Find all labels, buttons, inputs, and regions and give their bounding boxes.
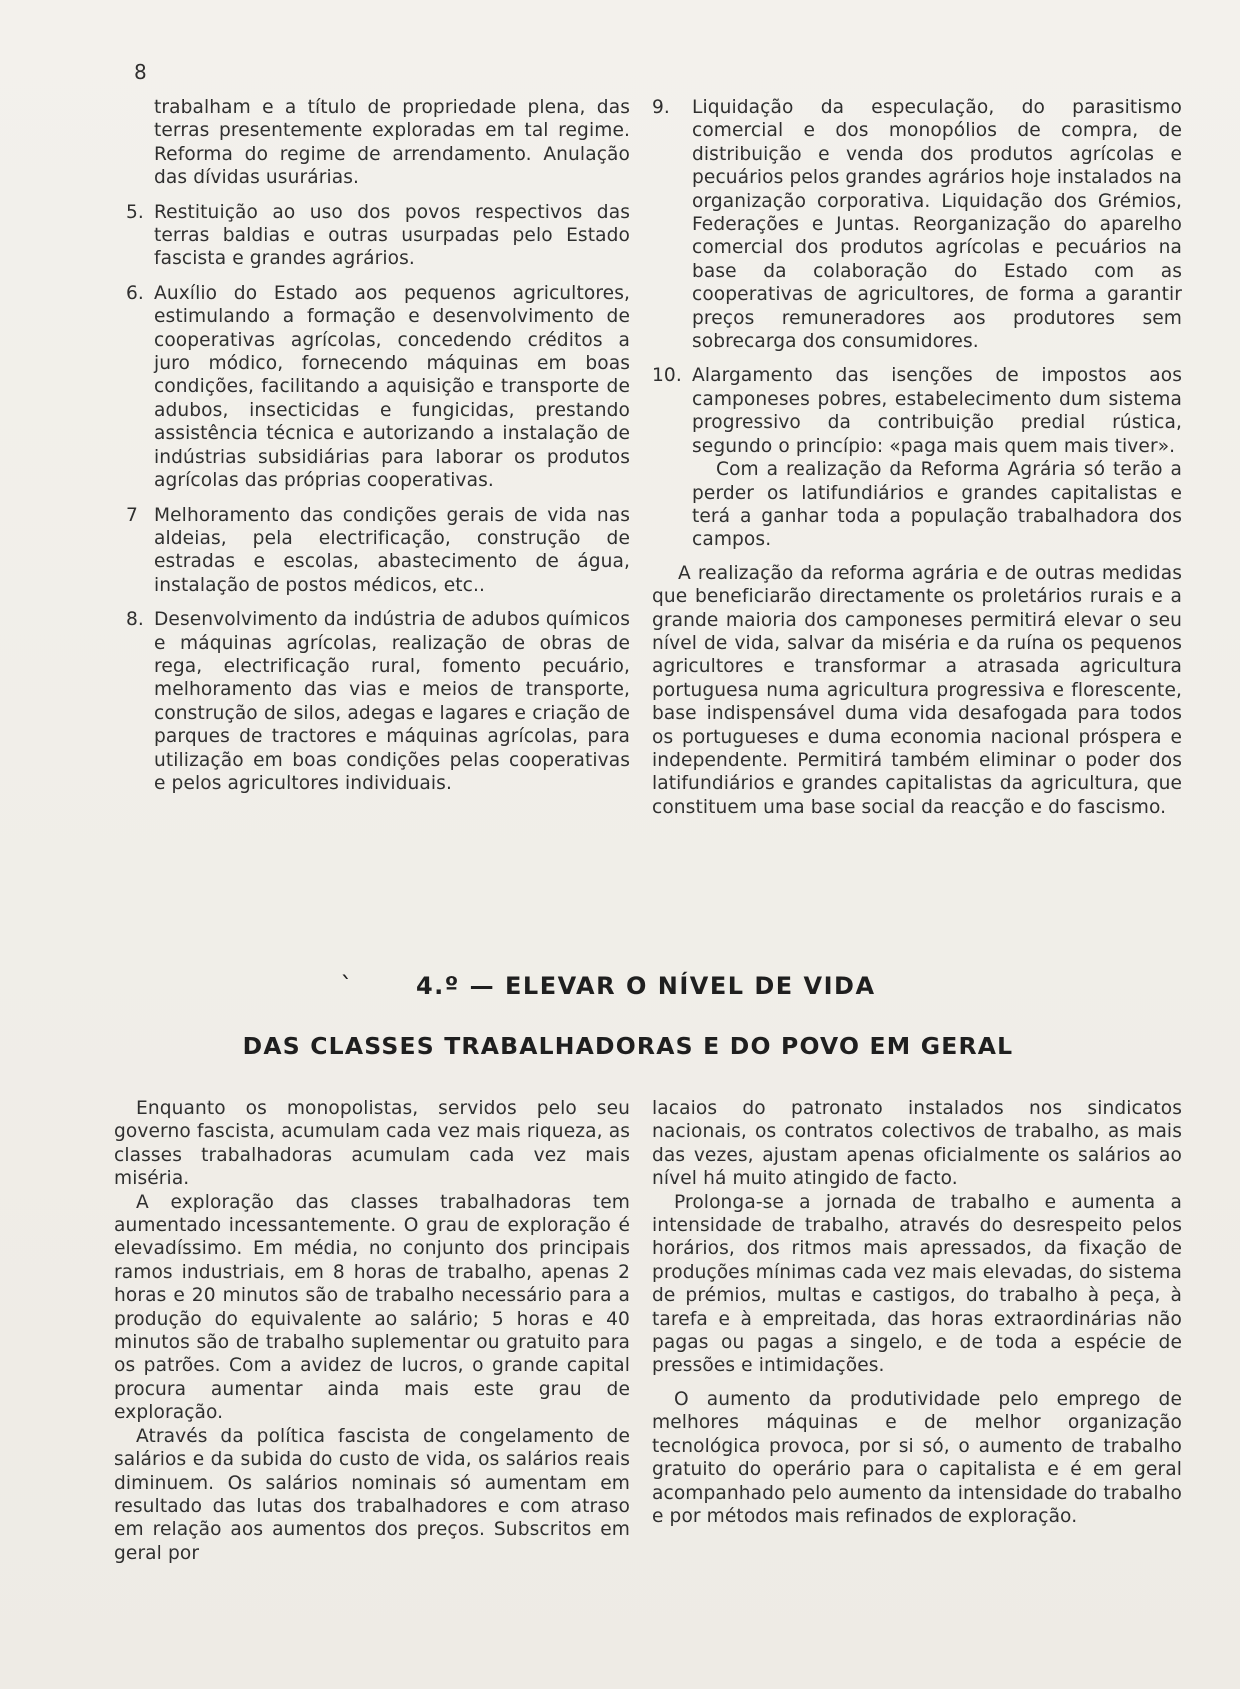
right-bottom-column xyxy=(652,1097,1182,1528)
item-number: 8. xyxy=(126,609,144,631)
stray-mark: ` xyxy=(340,972,354,1000)
item-text: Liquidação da especulação, do parasitismo comercial e dos monopólios de compra, de distribuição e venda dos produtos agrícolas e pecuários pelos grandes agrários hoje instalados na organização corporativa. Liquidação dos Grémios, Federações e Juntas. Reorganização do aparelho comercial dos produtos agrícolas e pecuários na base da colaboração do Estado com as cooperativas de agricultores, de forma a garantir preços remuneradores aos produtores sem sobrecarga dos consumidores. xyxy=(692,97,1182,353)
item-text: Melhoramento das condições gerais de vida nas aldeias, pela electrificação, construção de estradas e escolas, abastecimento de água, instalação de postos médicos, etc.. xyxy=(154,504,630,596)
paragraph: Enquanto os monopolistas, servidos pelo seu governo fascista, acumulam cada vez mais riqueza, as classes trabalhadoras acumulam cada vez mais miséria. xyxy=(114,1098,630,1190)
item-text: Auxílio do Estado aos pequenos agricultores, estimulando a formação e desenvolvimento de cooperativas agrícolas, concedendo créditos a juro módico, fornecendo máquinas em boas condições, facilitando a aquisição e transporte de adubos, insecticidas e fungicidas, prestando assistência técnica e autorizando a instalação de indústrias subsidiárias para laborar os produtos agrícolas das próprias cooperativas. xyxy=(154,282,630,492)
intro-continuation: trabalham e a título de propriedade plena, das terras presentemente exploradas em tal regime. Reforma do regime de arrendamento. Anulação das dívidas usurárias. xyxy=(154,97,630,189)
paragraph: lacaios do patronato instalados nos sindicatos nacionais, os contratos colectivos de trabalho, as mais das vezes, ajustam apenas oficialmente os salários ao nível há muito atingido de facto. xyxy=(652,1098,1182,1190)
paragraph: Prolonga-se a jornada de trabalho e aumenta a intensidade de trabalho, através do desrespeito pelos horários, dos ritmos mais apressados, da fixação de produções mínimas cada vez mais elevadas, do sistema de prémios, multas e castigos, do trabalho à peça, à tarefa e à empreitada, das horas extraordinárias não pagas ou pagas a singelo, e de toda a espécie de pressões e intimidações. xyxy=(652,1191,1182,1377)
list-item-7 xyxy=(126,504,630,598)
heading-text: 4.º — ELEVAR O NÍVEL DE VIDA xyxy=(415,972,876,1000)
item-continuation: Com a realização da Reforma Agrária só terão a perder os latifundiários e grandes capitalistas e terá a ganhar toda a população trabalhadora dos campos. xyxy=(692,459,1182,551)
item-number: 7 xyxy=(126,504,138,526)
item-text: Restituição ao uso dos povos respectivos das terras baldias e outras usurpadas pelo Estado fascista e grandes agrários. xyxy=(154,201,630,270)
paragraph: Através da política fascista de congelamento de salários e da subida do custo de vida, os salários reais diminuem. Os salários nominais só aumentam em resultado das lutas dos trabalhadores e com atraso em relação aos aumentos dos preços. Subscritos em geral por xyxy=(114,1425,630,1564)
item-number: 6. xyxy=(126,282,144,304)
item-number: 5. xyxy=(126,201,144,223)
list-item-9 xyxy=(652,96,1182,353)
list-item xyxy=(126,96,630,190)
list-item-6 xyxy=(126,282,630,493)
item-number: 10. xyxy=(652,365,682,387)
left-top-column xyxy=(126,96,630,795)
list-item-8 xyxy=(126,608,630,795)
paragraph: O aumento da produtividade pelo emprego de melhores máquinas e de melhor organização tecnológica provoca, por si só, o aumento de trabalho gratuito do operário para o capitalista e é em geral acompanhado pelo aumento da intensidade do trabalho e por métodos mais refinados de exploração. xyxy=(652,1388,1182,1527)
list-item-5 xyxy=(126,201,630,271)
paragraph: A realização da reforma agrária e de outras medidas que beneficiarão directamente os proletários rurais e a grande maioria dos camponeses permitirá elevar o seu nível de vida, salvar da miséria e da ruína os pequenos agricultores e transformar a atrasada agricultura portuguesa numa agricultura progressiva e florescente, base indispensável duma vida desafogada para todos os portugueses e duma economia nacional próspera e independente. Permitirá também eliminar o poder dos latifundiários e grandes capitalistas da agricultura, que constituem uma base social da reacção e do fascismo. xyxy=(652,562,1182,818)
page-number: 8 xyxy=(134,60,147,84)
item-text: Alargamento das isenções de impostos aos camponeses pobres, estabelecimento dum sistema progressivo da contribuição predial rústica, segundo o princípio: «paga mais quem mais tiver». xyxy=(692,365,1182,457)
left-bottom-column xyxy=(114,1097,630,1565)
section-heading-line-2: DAS CLASSES TRABALHADORAS E DO POVO EM GERAL xyxy=(242,1032,1014,1060)
item-text: Desenvolvimento da indústria de adubos químicos e máquinas agrícolas, realização de obras de rega, electrificação rural, fomento pecuário, melhoramento das vias e meios de transporte, construção de silos, adegas e lagares e criação de parques de tractores e máquinas agrícolas, para utilização em boas condições pelas cooperativas e pelos agricultores individuais. xyxy=(154,609,630,794)
item-number: 9. xyxy=(652,97,670,118)
list-item-10 xyxy=(652,364,1182,551)
section-heading-line-1 xyxy=(0,972,1228,1000)
right-top-column xyxy=(652,96,1182,819)
paragraph: A exploração das classes trabalhadoras tem aumentado incessantemente. O grau de exploração é elevadíssimo. Em média, no conjunto dos principais ramos industriais, em 8 horas de trabalho, apenas 2 horas e 20 minutos são de trabalho necessário para a produção do equivalente ao salário; 5 horas e 40 minutos são de trabalho suplementar ou gratuito para os patrões. Com a avidez de lucros, o grande capital procura aumentar ainda mais este grau de exploração. xyxy=(114,1191,630,1424)
